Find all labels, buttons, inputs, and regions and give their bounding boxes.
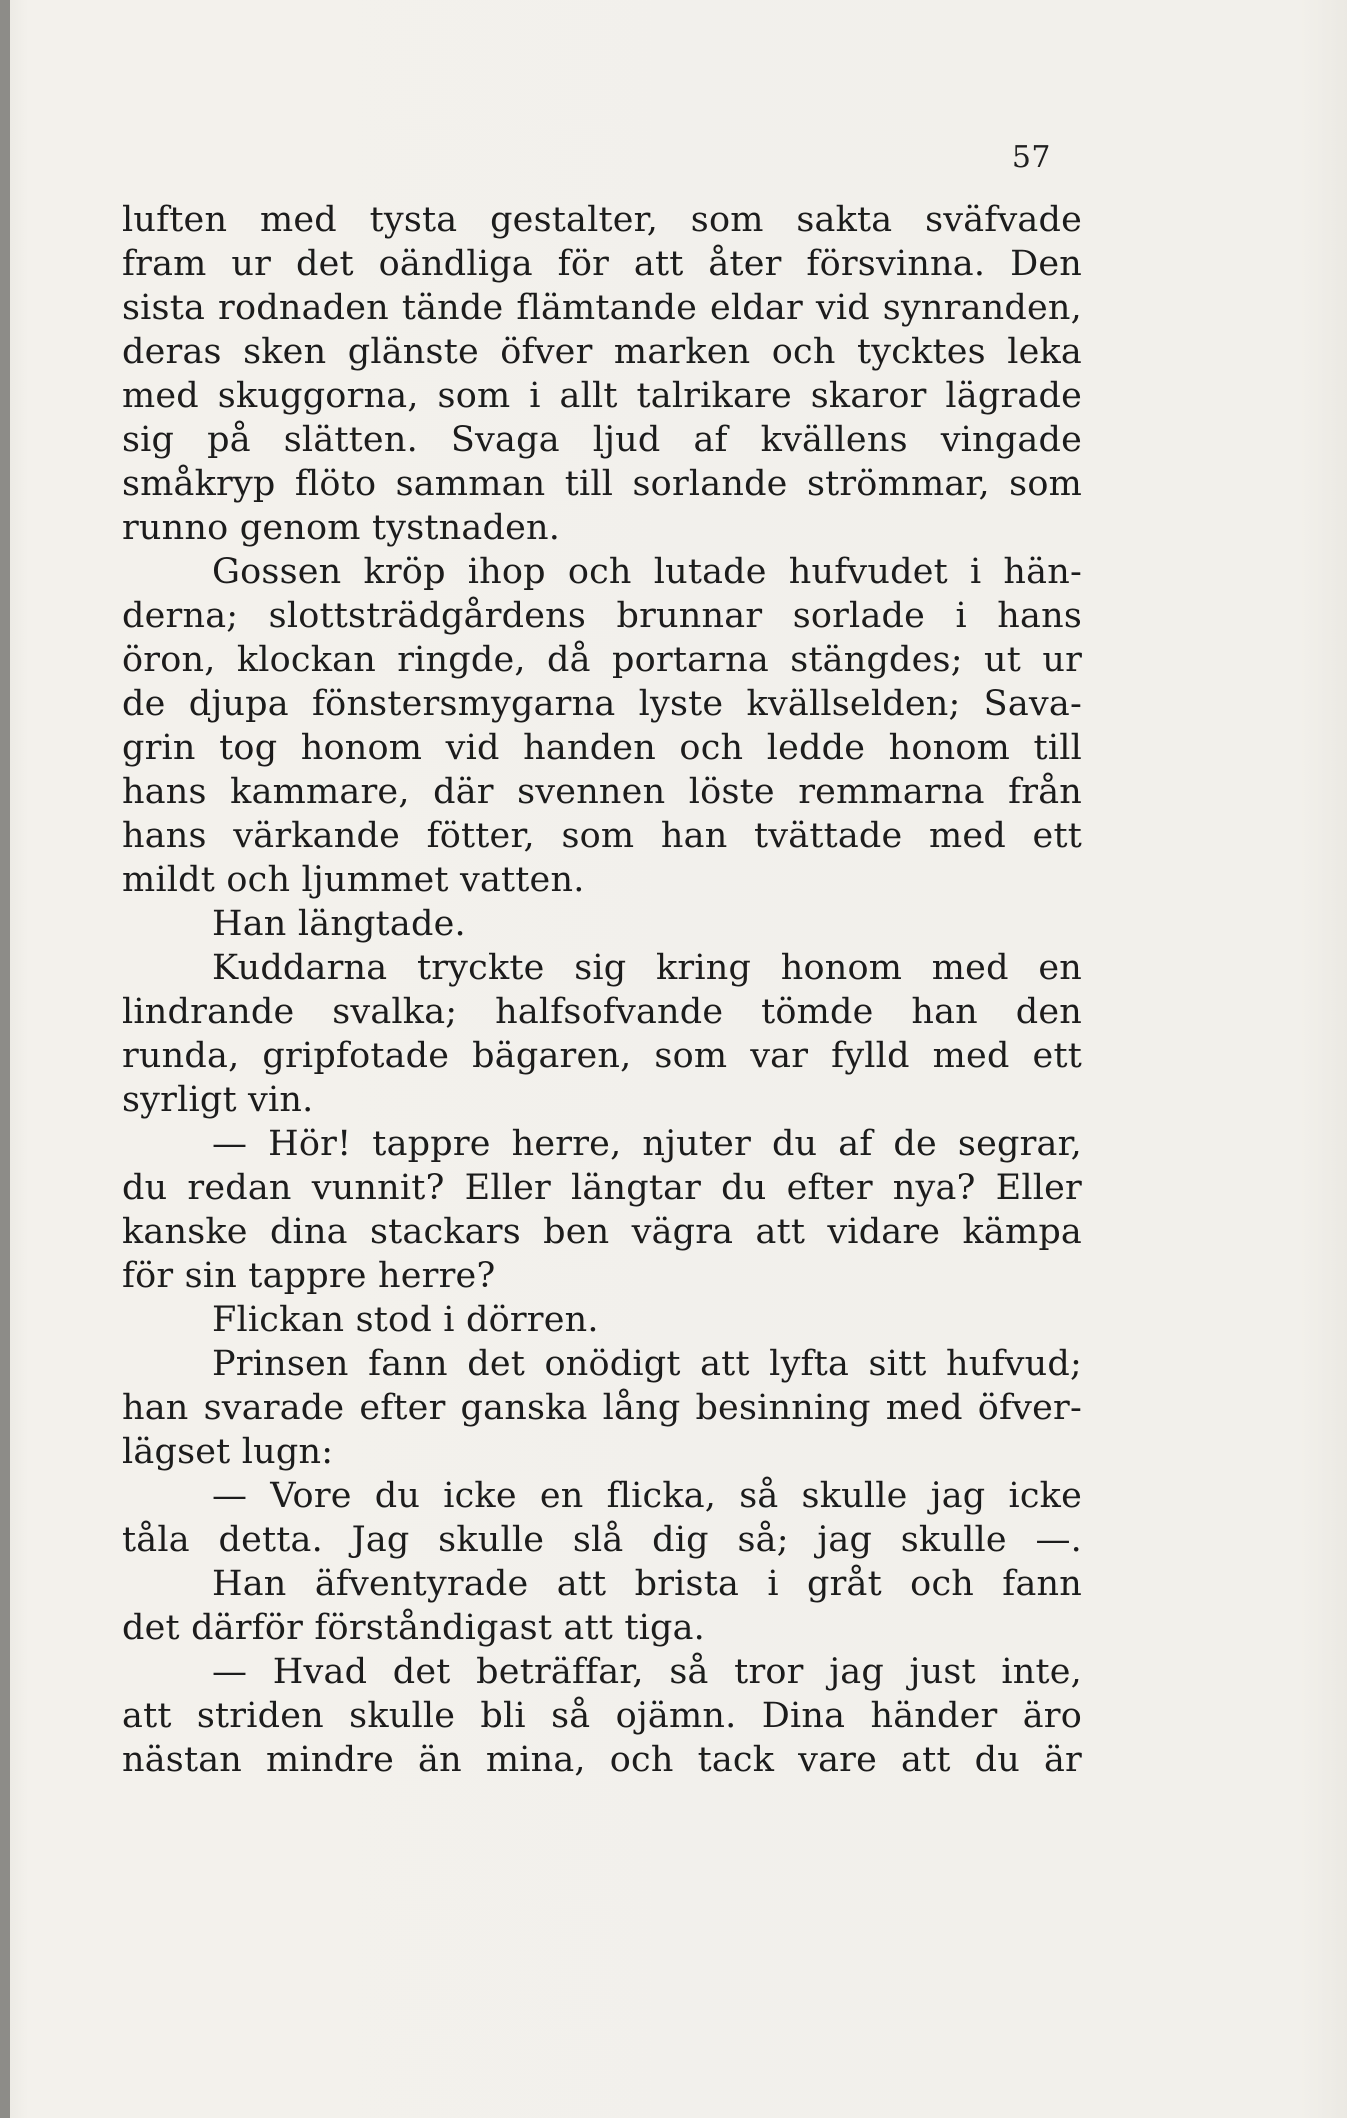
text-line: runda, gripfotade bägaren, som var fylld med ett	[122, 1036, 1082, 1076]
text-line: du redan vunnit? Eller längtar du efter nya? Eller	[122, 1168, 1082, 1208]
text-line: sista rodnaden tände flämtande eldar vid synranden,	[122, 288, 1082, 328]
text-line: lägset lugn:	[122, 1432, 334, 1472]
text-line: — Vore du icke en flicka, så skulle jag icke	[212, 1476, 1082, 1516]
text-line: hans kammare, där svennen löste remmarna från	[122, 772, 1082, 812]
page-number: 57	[1011, 140, 1051, 175]
text-line: hans värkande fötter, som han tvättade med ett	[122, 816, 1082, 856]
text-line: syrligt vin.	[122, 1080, 314, 1120]
text-line: Han längtade.	[212, 904, 466, 944]
text-line: han svarade efter ganska lång besinning med öfver-	[122, 1388, 1082, 1428]
text-line: — Hvad det beträffar, så tror jag just inte,	[212, 1652, 1082, 1692]
text-line: med skuggorna, som i allt talrikare skaror lägrade	[122, 376, 1082, 416]
text-line: att striden skulle bli så ojämn. Dina händer äro	[122, 1696, 1082, 1736]
text-line: öron, klockan ringde, då portarna stängdes; ut ur	[122, 640, 1082, 680]
text-line: sig på slätten. Svaga ljud af kvällens vingade	[122, 420, 1082, 460]
text-line: Gossen kröp ihop och lutade hufvudet i hän-	[212, 552, 1082, 592]
text-line: mildt och ljummet vatten.	[122, 860, 585, 900]
text-line: det därför förståndigast att tiga.	[122, 1608, 705, 1648]
text-line: tåla detta. Jag skulle slå dig så; jag skulle —.	[122, 1520, 1082, 1560]
text-line: Prinsen fann det onödigt att lyfta sitt hufvud;	[212, 1344, 1082, 1384]
text-line: grin tog honom vid handen och ledde honom till	[122, 728, 1082, 768]
text-line: luften med tysta gestalter, som sakta sväfvade	[122, 200, 1082, 240]
text-line: Kuddarna tryckte sig kring honom med en	[212, 948, 1082, 988]
text-line: Flickan stod i dörren.	[212, 1300, 599, 1340]
text-line: fram ur det oändliga för att åter försvinna. Den	[122, 244, 1082, 284]
text-line: — Hör! tappre herre, njuter du af de segrar,	[212, 1124, 1082, 1164]
text-line: derna; slottsträdgårdens brunnar sorlade i hans	[122, 596, 1082, 636]
page-edge-shadow	[0, 0, 10, 2118]
text-line: de djupa fönstersmygarna lyste kvällselden; Sava-	[122, 684, 1082, 724]
text-line: nästan mindre än mina, och tack vare att du är	[122, 1740, 1082, 1780]
text-line: lindrande svalka; halfsofvande tömde han den	[122, 992, 1082, 1032]
text-line: kanske dina stackars ben vägra att vidare kämpa	[122, 1212, 1082, 1252]
body-text	[122, 198, 1082, 1782]
text-line: Han äfventyrade att brista i gråt och fann	[212, 1564, 1082, 1604]
text-line: för sin tappre herre?	[122, 1256, 496, 1296]
text-line: deras sken glänste öfver marken och tycktes leka	[122, 332, 1082, 372]
text-line: runno genom tystnaden.	[122, 508, 561, 548]
text-line: småkryp flöto samman till sorlande strömmar, som	[122, 464, 1082, 504]
